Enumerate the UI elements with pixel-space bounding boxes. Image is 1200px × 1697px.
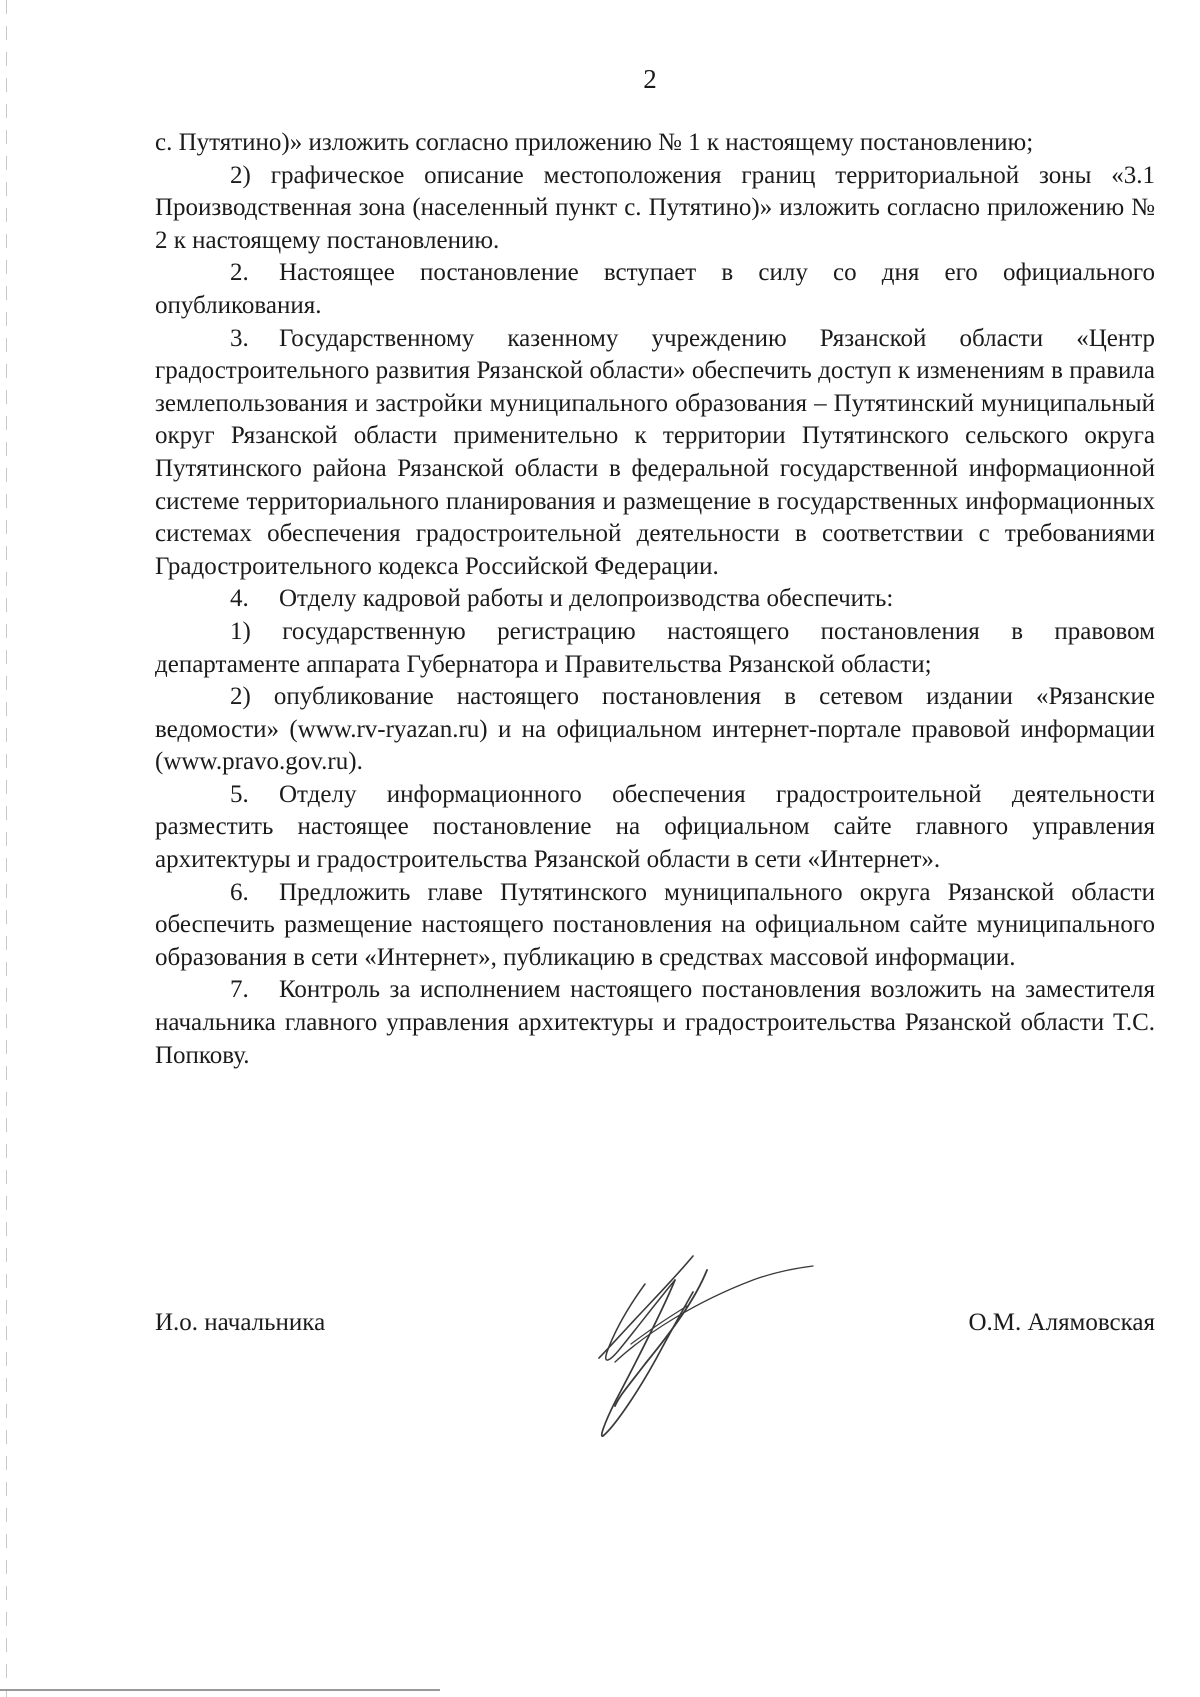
item-number: 7.: [230, 976, 249, 1004]
paragraph-text: Настоящее постановление вступает в силу со дня его официального опубликования.: [155, 259, 1155, 319]
paragraph-text: Контроль за исполнением настоящего постановления возложить на заместителя начальника главного управления архитектуры и градостроительства Рязанской области Т.С. Попкову.: [155, 976, 1155, 1069]
paragraph-item-5: [155, 779, 1155, 877]
paragraph-text: Отделу кадровой работы и делопроизводства обеспечить:: [279, 585, 894, 613]
signatory-name: О.М. Алямовская: [968, 1309, 1155, 1336]
paragraph-subitem-4-1: [155, 616, 1155, 681]
item-number: 5.: [230, 780, 249, 808]
paragraph-text: Государственному казенному учреждению Рязанской области «Центр градостроительного развития Рязанской области» обеспечить доступ к изменениям в правила землепользования и застройки муниципального образования – Путятинский муниципальный округ Рязанской области применительно к территории Путятинского сельского округа Путятинского района Рязанской области в федеральной государственной информационной системе территориального планирования и размещение в государственных информационных системах обеспечения градостроительной деятельности в соответствии с требованиями Градостроительного кодекса Российской Федерации.: [155, 324, 1155, 580]
handwritten-signature: [575, 1240, 835, 1465]
item-number: 2.: [230, 259, 249, 287]
paragraph-item-3: [155, 323, 1155, 584]
paragraph-text: с. Путятино)» изложить согласно приложению № 1 к настоящему постановлению;: [155, 129, 1034, 156]
paragraph-text: Предложить главе Путятинского муниципального округа Рязанской области обеспечить размещение настоящего постановления на официальном сайте муниципального образования в сети «Интернет», публикацию в средствах массовой информации.: [155, 878, 1155, 971]
document-body: [155, 127, 1155, 1072]
item-number: 3.: [230, 324, 249, 352]
scan-bottom-artifact: [0, 1689, 440, 1691]
paragraph-text: 1) государственную регистрацию настоящего постановления в правовом департаменте аппарата Губернатора и Правительства Рязанской области;: [155, 617, 1155, 678]
paragraph-subitem-2: [155, 160, 1155, 258]
paragraph-continuation: [155, 127, 1155, 160]
signatory-title: И.о. начальника: [155, 1309, 326, 1336]
paragraph-item-4: [155, 583, 1155, 616]
scan-edge-artifact: [6, 0, 7, 1697]
item-number: 4.: [230, 585, 249, 613]
paragraph-text: Отделу информационного обеспечения градостроительной деятельности разместить настоящее постановление на официальном сайте главного управления архитектуры и градостроительства Рязанской области в сети «Интернет».: [155, 780, 1155, 874]
paragraph-text: 2) опубликование настоящего постановления в сетевом издании «Рязанские ведомости» (www.rv-ryazan.ru) и на официальном интернет-портале правовой информации (www.pravo.gov.ru).: [155, 683, 1155, 776]
paragraph-text: 2) графическое описание местоположения границ территориальной зоны «3.1 Производственная зона (населенный пункт с. Путятино)» изложить согласно приложению № 2 к настоящему постановлению.: [155, 161, 1155, 254]
paragraph-subitem-4-2: [155, 681, 1155, 779]
paragraph-item-6: [155, 877, 1155, 975]
page-number: 2: [643, 64, 657, 94]
paragraph-item-2: [155, 257, 1155, 322]
item-number: 6.: [230, 878, 249, 906]
paragraph-item-7: [155, 974, 1155, 1072]
